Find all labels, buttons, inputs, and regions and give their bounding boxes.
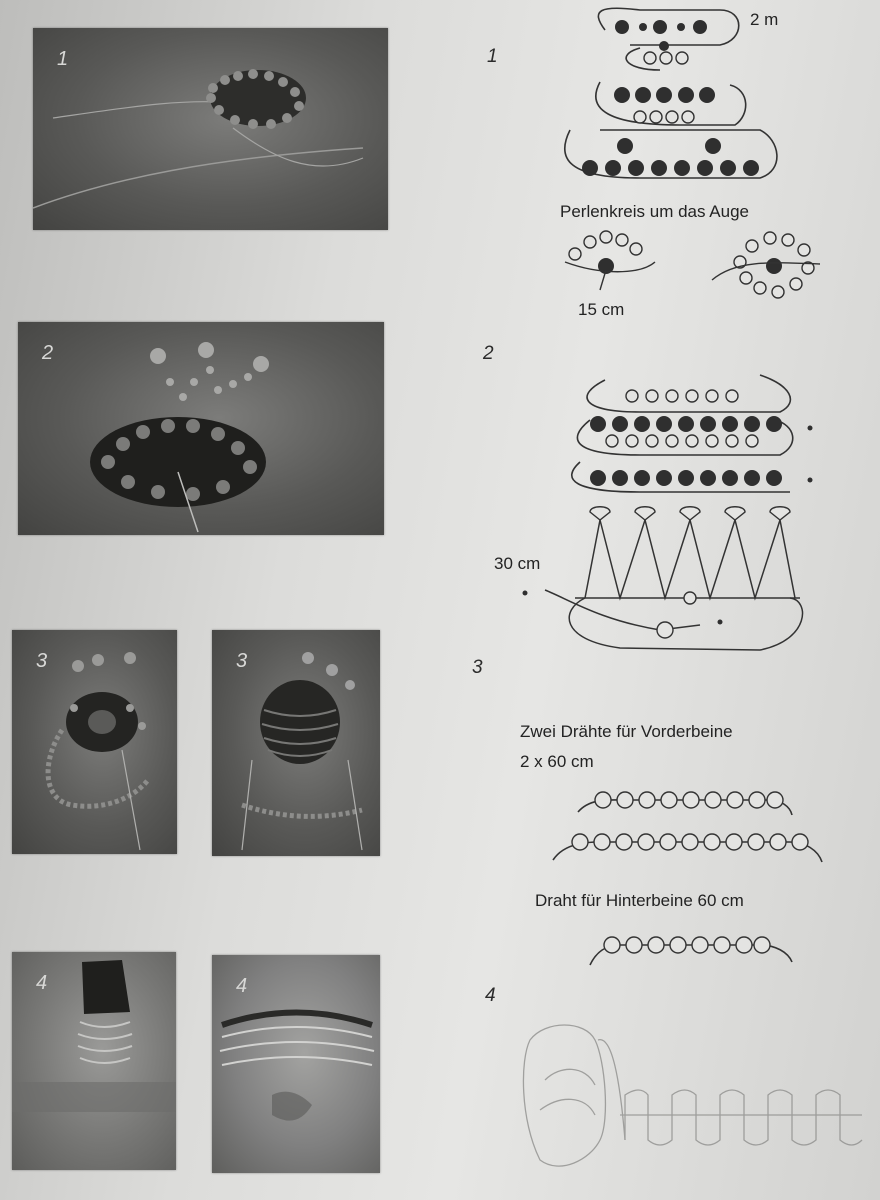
photo-step-number: 3 — [36, 650, 48, 672]
step-number-4: 4 — [485, 985, 496, 1006]
hind-legs-caption: Draht für Hinterbeine 60 cm — [535, 891, 744, 910]
photo-step-number: 4 — [36, 972, 48, 994]
wire-length-2m: 2 m — [750, 10, 779, 29]
photo-step-number: 2 — [42, 342, 54, 364]
photo-step-number: 1 — [57, 48, 69, 70]
eye-circle-caption: Perlenkreis um das Auge — [560, 202, 749, 221]
step-number-1: 1 — [487, 46, 498, 67]
step-number-2: 2 — [483, 343, 494, 364]
step-number-3: 3 — [472, 657, 483, 678]
front-legs-size: 2 x 60 cm — [520, 752, 594, 771]
wire-length-30cm: 30 cm — [494, 554, 541, 573]
photo-step-number: 4 — [236, 975, 248, 997]
photo-step-number: 3 — [236, 650, 248, 672]
front-legs-caption: Zwei Drähte für Vorderbeine — [520, 722, 733, 741]
wire-length-15cm: 15 cm — [578, 300, 625, 319]
